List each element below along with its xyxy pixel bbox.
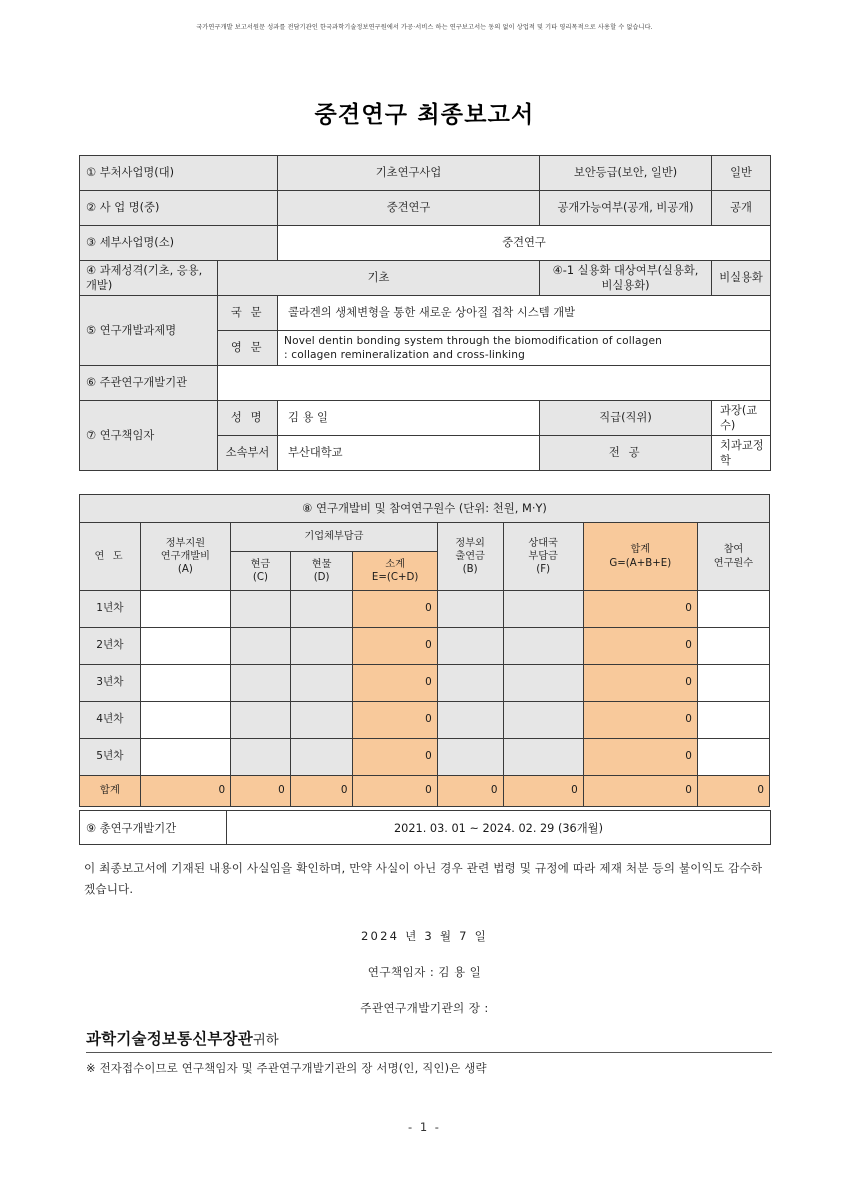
nongov-cell <box>437 739 503 776</box>
confirmation-statement: 이 최종보고서에 기재된 내용이 사실임을 확인하며, 만약 사실이 아닌 경우 관련 법령 및 규정에 따라 제재 처분 등의 불이익도 감수하겠습니다. <box>84 861 763 897</box>
subtotal-cell: 0 <box>353 702 437 739</box>
subtotal-cell: 0 <box>353 665 437 702</box>
total-inkind: 0 <box>290 776 353 807</box>
table-row <box>80 811 771 845</box>
disclosure-label: 공개가능여부(공개, 비공개) <box>540 191 712 226</box>
nongov-cell <box>437 665 503 702</box>
cash-line2: (C) <box>252 572 268 583</box>
signature-date-text: 2024 년 3 월 7 일 <box>360 929 489 943</box>
table-row <box>80 401 771 436</box>
ministry-program-label: ① 부처사업명(대) <box>80 156 278 191</box>
total-nongov: 0 <box>437 776 503 807</box>
project-title-en-line1: Novel dentin bonding system through the biomodification of collagen <box>284 334 662 347</box>
inkind-cell <box>290 739 353 776</box>
table-row <box>80 702 770 739</box>
project-type-label: ④ 과제성격(기초, 응용, 개발) <box>80 261 218 296</box>
partner-cell <box>503 591 583 628</box>
researchers-cell <box>697 702 769 739</box>
pi-position-label: 직급(직위) <box>540 401 712 436</box>
table-row <box>80 296 771 331</box>
pi-major-value: 치과교정학 <box>712 436 771 471</box>
project-title-ko-label: 국 문 <box>218 296 278 331</box>
year-label: 2년차 <box>80 628 141 665</box>
inkind-cell <box>290 628 353 665</box>
col-header-researchers <box>697 523 769 591</box>
col-header-total <box>583 523 697 591</box>
pi-major-label: 전 공 <box>540 436 712 471</box>
year-label: 5년차 <box>80 739 141 776</box>
nongov-cell <box>437 628 503 665</box>
subtotal-line2: E=(C+D) <box>371 572 419 583</box>
inkind-line2: (D) <box>313 572 330 583</box>
col-header-year: 연 도 <box>80 523 141 591</box>
total-line2: G=(A+B+E) <box>609 557 672 569</box>
total-cell: 0 <box>583 665 697 702</box>
funding-header-row-1 <box>80 523 770 552</box>
project-title-label: ⑤ 연구개발과제명 <box>80 296 218 366</box>
security-level-label: 보안등급(보안, 일반) <box>540 156 712 191</box>
subtotal-cell: 0 <box>353 591 437 628</box>
signature-org-head: 주관연구개발기관의 장 : <box>360 1001 489 1015</box>
project-type-value: 기초 <box>218 261 540 296</box>
cash-cell <box>231 702 291 739</box>
partner-cell <box>503 702 583 739</box>
col-header-cash <box>231 552 291 591</box>
gov-line1: 정부지원 <box>165 537 206 549</box>
year-label: 1년차 <box>80 591 141 628</box>
table-row <box>80 665 770 702</box>
table-row <box>80 261 771 296</box>
pi-label: ⑦ 연구책임자 <box>80 401 218 471</box>
researchers-cell <box>697 628 769 665</box>
table-row <box>80 156 771 191</box>
nongov-cell <box>437 702 503 739</box>
table-row <box>80 366 771 401</box>
pi-dept-label: 소속부서 <box>218 436 278 471</box>
col-header-partner <box>503 523 583 591</box>
year-label: 3년차 <box>80 665 141 702</box>
total-row-label: 합계 <box>80 776 141 807</box>
period-value: 2021. 03. 01 ~ 2024. 02. 29 (36개월) <box>227 811 771 845</box>
project-title-ko-value: 콜라겐의 생체변형을 통한 새로운 상아질 접착 시스템 개발 <box>278 296 771 331</box>
host-institution-label: ⑥ 주관연구개발기관 <box>80 366 218 401</box>
gov-funding-cell <box>140 739 230 776</box>
disclosure-value: 공개 <box>712 191 771 226</box>
total-line1: 합계 <box>630 544 651 556</box>
table-row <box>80 628 770 665</box>
page-title: 중견연구 최종보고서 <box>314 102 535 128</box>
sub-program-value: 중견연구 <box>278 226 771 261</box>
period-label: ⑨ 총연구개발기간 <box>80 811 227 845</box>
partner-cell <box>503 628 583 665</box>
project-info-table <box>79 155 771 471</box>
addressee-minister: 과학기술정보통신부장관 <box>86 1030 253 1048</box>
pi-name-label: 성 명 <box>218 401 278 436</box>
nongov-line1: 정부외 <box>455 537 485 549</box>
subtotal-cell: 0 <box>353 739 437 776</box>
total-gov-funding: 0 <box>140 776 230 807</box>
inkind-cell <box>290 591 353 628</box>
table-row <box>80 226 771 261</box>
ministry-program-value: 기초연구사업 <box>278 156 540 191</box>
nongov-line2: 출연금 <box>455 550 485 562</box>
signature-omission-note: ※ 전자접수이므로 연구책임자 및 주관연구개발기관의 장 서명(인, 직인)은 생략 <box>86 1061 487 1075</box>
researchers-cell <box>697 591 769 628</box>
gov-line3: (A) <box>177 564 193 576</box>
funding-total-row <box>80 776 770 807</box>
subtotal-cell: 0 <box>353 628 437 665</box>
partner-line1: 상대국 <box>528 537 558 549</box>
table-row <box>80 591 770 628</box>
cash-cell <box>231 591 291 628</box>
total-cash: 0 <box>231 776 291 807</box>
sub-program-label: ③ 세부사업명(소) <box>80 226 278 261</box>
security-level-value: 일반 <box>712 156 771 191</box>
project-title-en-value <box>278 331 771 366</box>
funding-table <box>79 494 770 807</box>
nongov-cell <box>437 591 503 628</box>
total-partner: 0 <box>503 776 583 807</box>
researchers-cell <box>697 739 769 776</box>
signature-date <box>0 928 849 944</box>
cash-line1: 현금 <box>250 558 271 570</box>
table-row <box>80 739 770 776</box>
funding-caption: ⑧ 연구개발비 및 참여연구원수 (단위: 천원, M·Y) <box>80 495 770 523</box>
pi-dept-value: 부산대학교 <box>278 436 540 471</box>
people-line2: 연구원수 <box>713 557 754 569</box>
program-name-label: ② 사 업 명(중) <box>80 191 278 226</box>
total-cell: 0 <box>583 628 697 665</box>
total-grand: 0 <box>583 776 697 807</box>
gov-funding-cell <box>140 665 230 702</box>
partner-line2: 부담금 <box>528 550 558 562</box>
copyright-notice: 국가연구개발 보고서원문 성과를 전담기관인 한국과학기술정보연구원에서 가공·서비스 하는 연구보고서는 동의 없이 상업적 및 기타 영리목적으로 사용할 수 없습니다. <box>196 24 653 31</box>
partner-cell <box>503 739 583 776</box>
host-institution-value <box>218 366 771 401</box>
col-header-nongov <box>437 523 503 591</box>
total-researchers: 0 <box>697 776 769 807</box>
inkind-cell <box>290 665 353 702</box>
cash-cell <box>231 665 291 702</box>
cash-cell <box>231 628 291 665</box>
period-table <box>79 810 771 845</box>
project-title-en-line2: : collagen remineralization and cross-linking <box>284 349 525 361</box>
nongov-line3: (B) <box>462 564 478 576</box>
gov-funding-cell <box>140 702 230 739</box>
col-header-gov-funding <box>140 523 230 591</box>
total-cell: 0 <box>583 702 697 739</box>
subtotal-line1: 소계 <box>385 558 405 570</box>
project-title-en-label: 영 문 <box>218 331 278 366</box>
inkind-line1: 현물 <box>311 558 332 570</box>
total-cell: 0 <box>583 591 697 628</box>
signature-pi: 연구책임자 : 김 용 일 <box>367 965 482 979</box>
addressee-suffix: 귀하 <box>252 1033 279 1048</box>
year-label: 4년차 <box>80 702 141 739</box>
commercialization-label: ④-1 실용화 대상여부(실용화, 비실용화) <box>540 261 712 296</box>
gov-funding-cell <box>140 591 230 628</box>
gov-funding-cell <box>140 628 230 665</box>
table-row <box>80 191 771 226</box>
funding-caption-row <box>80 495 770 523</box>
col-header-inkind <box>290 552 353 591</box>
partner-cell <box>503 665 583 702</box>
commercialization-value: 비실용화 <box>712 261 771 296</box>
pi-name-value: 김 용 일 <box>278 401 540 436</box>
people-line1: 참여 <box>723 544 744 556</box>
total-cell: 0 <box>583 739 697 776</box>
cash-cell <box>231 739 291 776</box>
page-number: - 1 - <box>408 1120 441 1134</box>
gov-line2: 연구개발비 <box>160 550 210 562</box>
researchers-cell <box>697 665 769 702</box>
inkind-cell <box>290 702 353 739</box>
pi-position-value: 과장(교수) <box>712 401 771 436</box>
program-name-value: 중견연구 <box>278 191 540 226</box>
addressee-block <box>86 1027 772 1053</box>
partner-line3: (F) <box>536 564 551 576</box>
total-subtotal: 0 <box>353 776 437 807</box>
col-header-subtotal <box>353 552 437 591</box>
col-header-company-group: 기업체부담금 <box>231 523 438 552</box>
